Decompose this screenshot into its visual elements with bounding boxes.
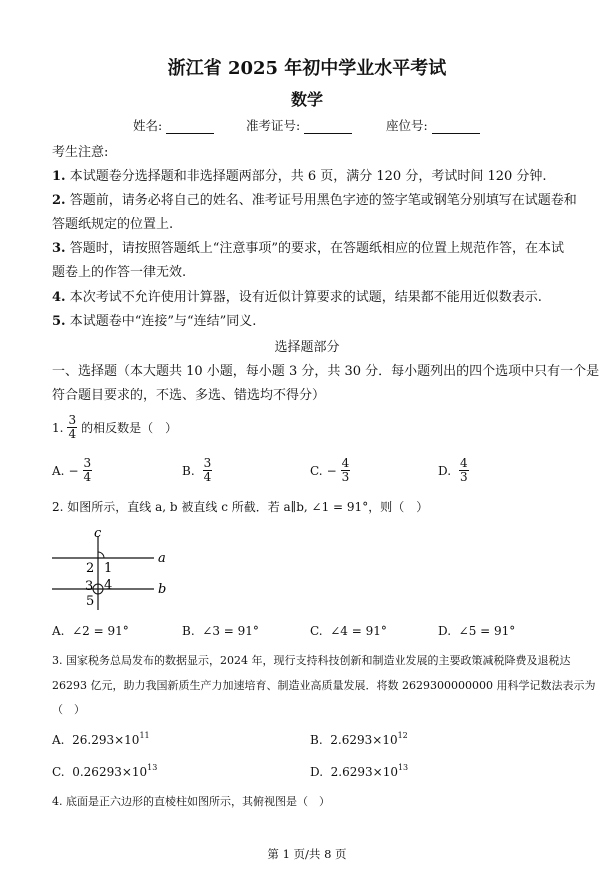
notice-heading: 考生注意: (52, 145, 109, 160)
exam-no-blank (304, 121, 352, 134)
q2-option-b[interactable]: B. ∠3 = 91° (182, 624, 259, 638)
name-field (133, 116, 214, 134)
q3-number: 3. (52, 654, 63, 667)
section-title: 选择题部分 (274, 340, 340, 355)
notice-item-5: 5. 本试题卷中“连接”与“连结”同义. (52, 314, 257, 329)
notice-item-3-cont: 题卷上的作答一律无效. (52, 265, 187, 280)
q2-option-c[interactable]: C. ∠4 = 91° (310, 624, 387, 638)
q4-stem: 底面是正六边形的直棱柱如图所示，其俯视图是（ ） (66, 795, 330, 808)
exam-no-field (246, 116, 352, 134)
page-footer: 第 1 页/共 8 页 (267, 847, 347, 861)
q3-option-c[interactable]: C. $0.26293\times 10^{13}$ (52, 763, 158, 779)
q2-option-d[interactable]: D. ∠5 = 91° (438, 624, 516, 638)
label-1: 1 (104, 561, 113, 576)
section-intro: 一、选择题（本大题共 10 小题，每小题 3 分，共 30 分．每小题列出的四个选项中只有一个是 (52, 364, 600, 379)
q1-number: 1. (52, 420, 64, 435)
name-blank (166, 121, 214, 134)
q3-option-b[interactable]: B. $2.6293\times 10^{12}$ (310, 731, 408, 747)
question-2 (52, 498, 428, 515)
label-2: 2 (86, 561, 95, 576)
subject-title: 数学 (290, 90, 323, 109)
q2-figure (52, 524, 182, 614)
exam-no-label: 准考证号: (246, 118, 301, 133)
question-1 (52, 414, 177, 441)
section-intro-cont: 符合题目要求的，不选、多选、错选均不得分） (52, 388, 326, 403)
label-4: 4 (104, 578, 113, 593)
notice-item-4: 4. 本次考试不允许使用计算器，设有近似计算要求的试题，结果都不能用近似数表示. (52, 290, 542, 305)
q1-stem: 的相反数是（ ） (81, 421, 178, 435)
q4-number: 4. (52, 795, 63, 808)
q2-number: 2. (52, 500, 64, 514)
q3-option-a[interactable]: A. $26.293\times 10^{11}$ (52, 731, 150, 747)
question-3 (52, 652, 571, 668)
seat-field (386, 116, 480, 134)
label-3: 3 (85, 579, 94, 594)
notice-item-2: 2. 答题前，请务必将自己的姓名、准考证号用黑色字迹的签字笔或钢笔分别填写在试题卷和 (52, 193, 577, 208)
seat-label: 座位号: (386, 118, 428, 133)
label-a: a (158, 551, 166, 566)
page-title: 浙江省 2025 年初中学业水平考试 (167, 58, 447, 79)
question-4 (52, 793, 330, 809)
q3-stem-cont-2: （ ） (52, 703, 85, 716)
q3-stem: 国家税务总局发布的数据显示，2024 年，现行支持科技创新和制造业发展的主要政策减税降费及退税达 (66, 654, 571, 667)
q3-option-d[interactable]: D. $2.6293\times 10^{13}$ (310, 763, 409, 779)
seat-blank (432, 121, 480, 134)
notice-item-1: 1. 本试题卷分选择题和非选择题两部分，共 6 页，满分 120 分，考试时间 120 分钟. (52, 169, 547, 184)
q3-stem-cont: 26293 亿元，助力我国新质生产力加速培育、制造业高质量发展．将数 2629300000000 用科学记数法表示为 (52, 679, 596, 692)
label-5: 5 (86, 594, 95, 609)
notice-item-3: 3. 答题时，请按照答题纸上“注意事项”的要求，在答题纸相应的位置上规范作答，在本试 (52, 241, 565, 256)
label-b: b (158, 582, 167, 597)
angle-1-arc (98, 552, 104, 558)
name-label: 姓名: (133, 118, 163, 133)
q1-option-a[interactable]: A. − $\frac{3}{4}$ (52, 456, 92, 484)
q2-option-a[interactable]: A. ∠2 = 91° (52, 624, 129, 638)
q1-fraction: $\frac{3}{4}$ (68, 413, 77, 441)
q1-option-b[interactable]: B. $\frac{3}{4}$ (182, 456, 212, 484)
label-c: c (94, 526, 102, 541)
q2-stem: 如图所示，直线 a, b 被直线 c 所截．若 a∥b, ∠1 = 91°，则（ ） (67, 500, 429, 514)
q1-option-c[interactable]: C. − $\frac{4}{3}$ (310, 456, 350, 484)
notice-item-2-cont: 答题纸规定的位置上. (52, 217, 174, 232)
q1-option-d[interactable]: D. $\frac{4}{3}$ (438, 456, 468, 484)
